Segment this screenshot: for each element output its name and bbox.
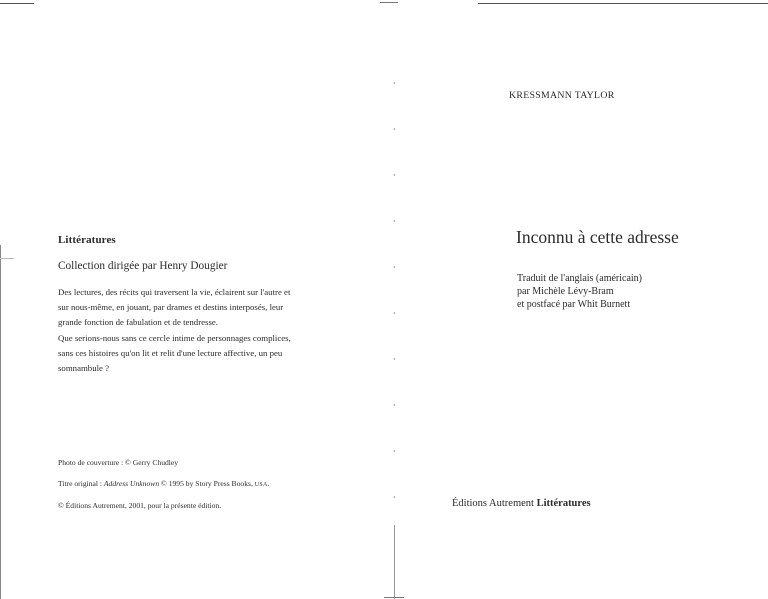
book-spine-dots bbox=[393, 60, 396, 520]
original-title: Address Unknown bbox=[103, 479, 160, 488]
collection-name: Littératures bbox=[58, 234, 116, 246]
description-line: Que serions-nous sans ce cercle intime de personnages complices, bbox=[58, 332, 291, 343]
translation-line: Traduit de l'anglais (américain) bbox=[517, 273, 643, 284]
collection-director: Collection dirigée par Henry Dougier bbox=[58, 260, 228, 272]
copyright-notice: © Éditions Autrement, 2001, pour la présente édition. bbox=[58, 501, 222, 510]
translation-line: par Michèle Lévy-Bram bbox=[517, 286, 614, 297]
page-edge-shadow bbox=[0, 258, 14, 259]
credit-text: Titre original : bbox=[58, 479, 104, 488]
scan-edge-line bbox=[384, 597, 404, 598]
description-line: somnambule ? bbox=[58, 363, 110, 374]
page-edge-left bbox=[0, 245, 1, 599]
description-line: sans ces histoires qu'on lit et relit d'une lecture affective, un peu bbox=[58, 347, 283, 358]
translation-credit bbox=[517, 272, 642, 311]
book-title: Inconnu à cette adresse bbox=[516, 227, 679, 247]
credit-country: USA bbox=[254, 482, 268, 488]
credit-text: . bbox=[267, 479, 270, 488]
description-line: Des lectures, des récits qui traversent la vie, éclairent sur l'autre et bbox=[58, 287, 291, 297]
cover-photo-credit: Photo de couverture : © Gerry Chudley bbox=[58, 458, 179, 467]
scan-edge-line bbox=[0, 3, 34, 4]
credit-text: © 1995 by Story Press Books, bbox=[159, 479, 255, 488]
original-title-credit bbox=[58, 479, 270, 488]
scan-edge-line bbox=[478, 3, 768, 4]
author-name: KRESSMANN TAYLOR bbox=[509, 90, 615, 101]
translation-line: et postfacé par Whit Burnett bbox=[517, 299, 631, 310]
book-spine bbox=[394, 525, 395, 599]
publisher-collection: Littératures bbox=[536, 498, 591, 509]
publisher-name: Éditions Autrement bbox=[452, 498, 537, 509]
collection-description bbox=[58, 285, 333, 376]
description-line: grande fonction de fabulation et de tendresse. bbox=[58, 317, 218, 328]
scan-edge-line bbox=[380, 2, 398, 3]
publisher-imprint bbox=[452, 498, 591, 509]
description-line: sur nous-même, en jouant, par drames et destins interposés, leur bbox=[58, 302, 284, 313]
